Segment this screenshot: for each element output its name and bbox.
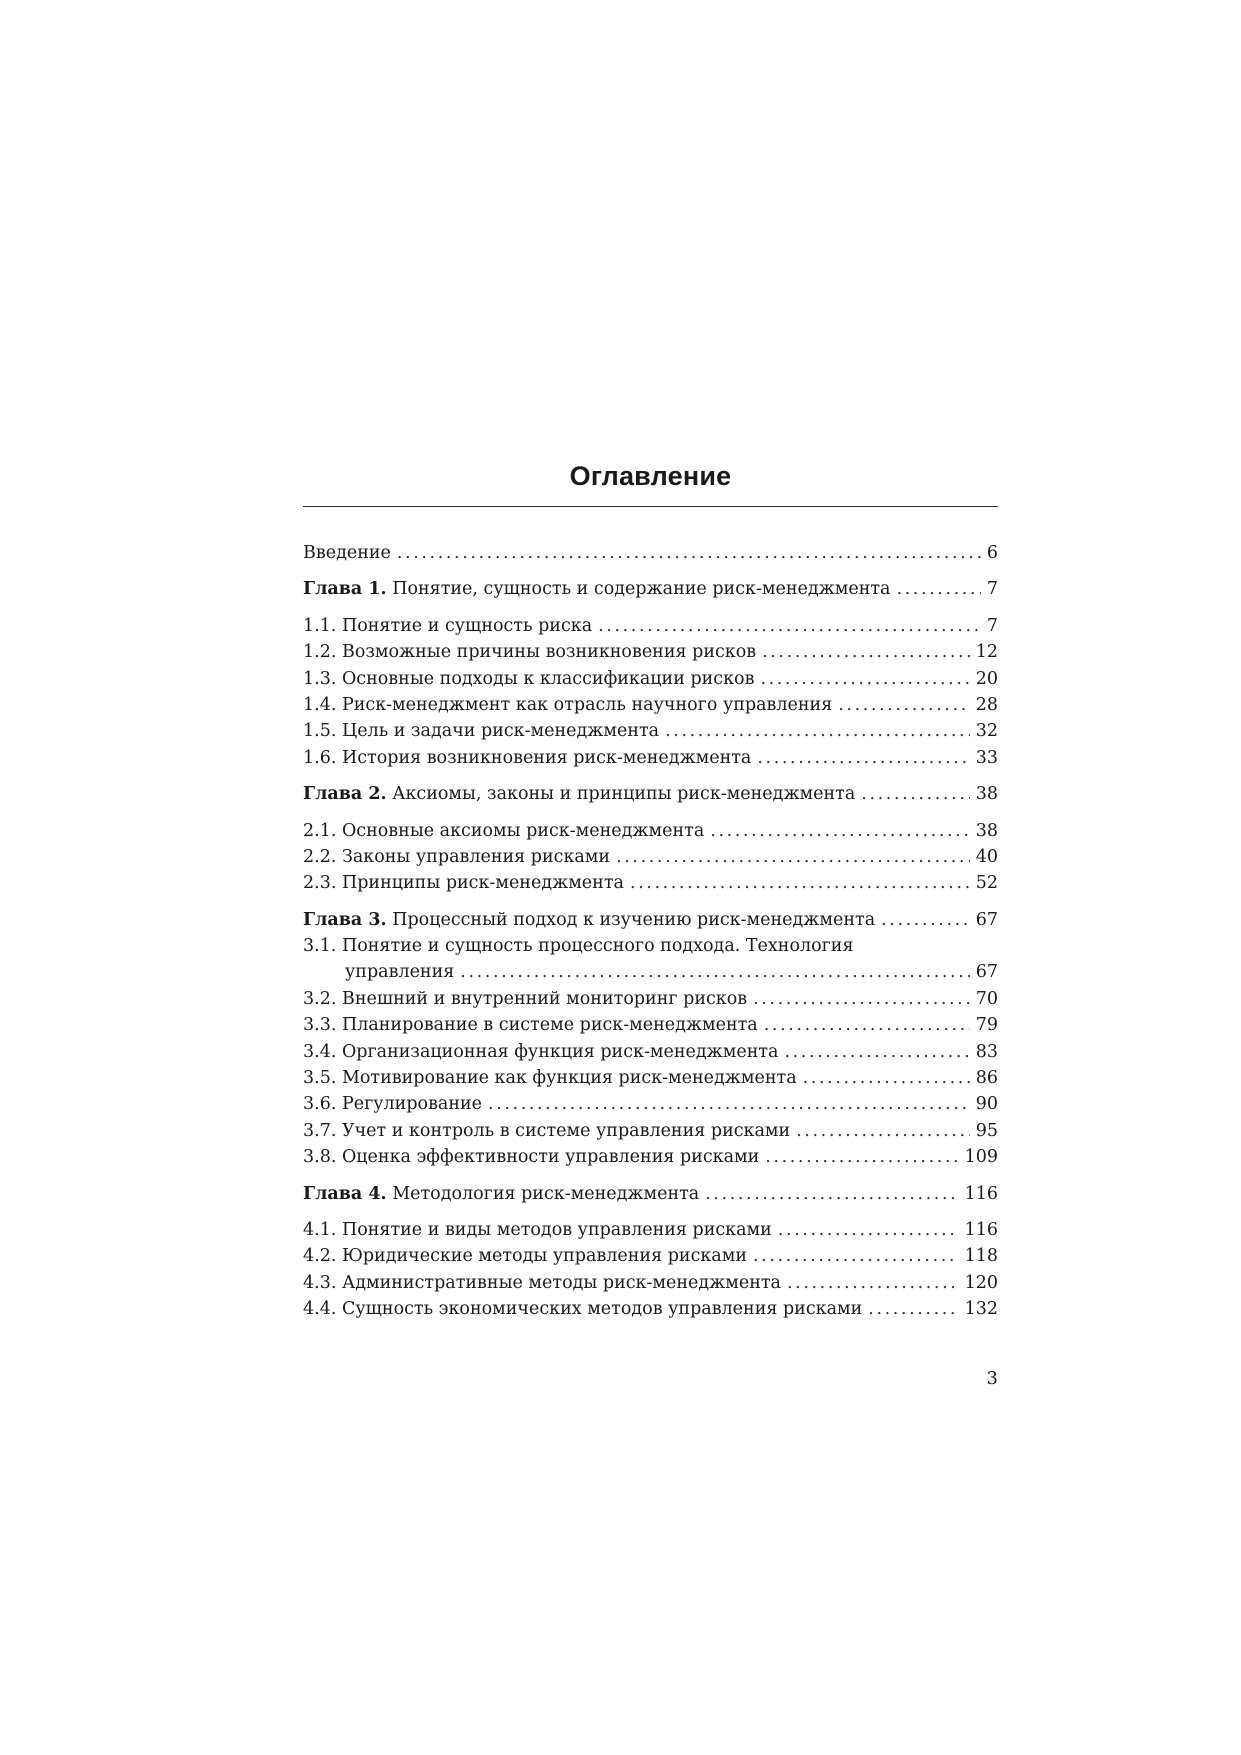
toc-page-number: 38 xyxy=(975,820,998,841)
title-rule xyxy=(303,506,998,507)
toc-page-number: 38 xyxy=(975,784,998,805)
toc-entry xyxy=(303,1039,998,1065)
toc-entry-text: 2.2. Законы управления рисками xyxy=(303,846,611,867)
toc-entry-text xyxy=(303,1181,699,1207)
toc-page-number: 33 xyxy=(975,747,998,768)
toc-page-number: 109 xyxy=(964,1147,998,1168)
toc-entry xyxy=(303,1144,998,1170)
chapter-prefix: Глава 2. xyxy=(303,784,387,805)
dot-leader xyxy=(630,870,970,896)
dot-leader xyxy=(861,781,969,807)
toc-entry xyxy=(303,613,998,639)
toc-entry xyxy=(303,718,998,744)
dot-leader xyxy=(710,818,969,844)
toc-entry-text: 1.3. Основные подходы к классификации рисков xyxy=(303,668,755,689)
toc-entry xyxy=(303,959,998,985)
dot-leader xyxy=(665,718,970,744)
dot-leader xyxy=(753,986,970,1012)
toc-entry-text: 1.1. Понятие и сущность риска xyxy=(303,615,593,636)
toc-entry xyxy=(303,986,998,1012)
dot-leader xyxy=(838,692,969,718)
toc-entry-text: 3.3. Планирование в системе риск-менеджмента xyxy=(303,1015,758,1036)
toc-page-number: 70 xyxy=(975,988,998,1009)
toc-entry-text: 3.2. Внешний и внутренний мониторинг рисков xyxy=(303,988,748,1009)
toc-page-number: 118 xyxy=(964,1246,998,1267)
page-number: 3 xyxy=(986,1368,998,1389)
toc-entry-text: 3.8. Оценка эффективности управления рисками xyxy=(303,1147,760,1168)
dot-leader xyxy=(488,1091,970,1117)
toc-entry-text: 4.2. Юридические методы управления рисками xyxy=(303,1246,748,1267)
toc-page-number: 7 xyxy=(986,615,998,636)
toc-page-number: 67 xyxy=(975,962,998,983)
toc-entry xyxy=(303,1270,998,1296)
toc-page-number: 20 xyxy=(975,668,998,689)
chapter-prefix: Глава 1. xyxy=(303,579,387,600)
dot-leader xyxy=(760,666,969,692)
toc-entry-text: 3.5. Мотивирование как функция риск-менеджмента xyxy=(303,1068,797,1089)
toc-page-number: 67 xyxy=(975,909,998,930)
toc-chapter xyxy=(303,907,998,933)
toc-entry-text: 1.6. История возникновения риск-менеджмента xyxy=(303,747,752,768)
dot-leader xyxy=(705,1181,958,1207)
table-of-contents xyxy=(303,540,998,1323)
toc-entry-text: 4.3. Административные методы риск-менеджмента xyxy=(303,1272,781,1293)
dot-leader xyxy=(397,540,981,566)
toc-entry-text: Введение xyxy=(303,543,391,563)
chapter-title: Процессный подход к изучению риск-менеджмента xyxy=(392,909,876,930)
toc-page-number: 7 xyxy=(986,579,998,600)
toc-page-number: 83 xyxy=(975,1041,998,1062)
toc-page-number: 32 xyxy=(975,721,998,742)
dot-leader xyxy=(881,907,970,933)
dot-leader xyxy=(762,639,970,665)
toc-entry xyxy=(303,745,998,771)
toc-page-number: 95 xyxy=(975,1120,998,1141)
chapter-prefix: Глава 3. xyxy=(303,909,387,930)
toc-entry xyxy=(303,639,998,665)
toc-chapter xyxy=(303,576,998,602)
dot-leader xyxy=(796,1118,970,1144)
toc-page-number: 52 xyxy=(975,873,998,894)
toc-chapter xyxy=(303,1181,998,1207)
toc-entry-text: 3.4. Организационная функция риск-менеджмента xyxy=(303,1041,779,1062)
toc-entry xyxy=(303,1091,998,1117)
toc-page-number: 79 xyxy=(975,1015,998,1036)
page-title: Оглавление xyxy=(569,461,732,491)
dot-leader xyxy=(765,1144,958,1170)
toc-page-number: 86 xyxy=(975,1068,998,1089)
toc-entry-text xyxy=(303,907,875,933)
dot-leader xyxy=(787,1270,959,1296)
toc-entry-text: 1.4. Риск-менеджмент как отрасль научного управления xyxy=(303,694,833,715)
toc-page-number: 90 xyxy=(975,1094,998,1115)
toc-entry xyxy=(303,1217,998,1243)
toc-entry-text: 4.4. Сущность экономических методов управления рисками xyxy=(303,1299,863,1320)
chapter-title: Понятие, сущность и содержание риск-менеджмента xyxy=(392,579,891,600)
dot-leader xyxy=(868,1296,958,1322)
dot-leader xyxy=(896,576,980,602)
chapter-title: Методология риск-менеджмента xyxy=(392,1183,700,1204)
toc-chapter xyxy=(303,781,998,807)
toc-page-number: 6 xyxy=(986,543,998,563)
toc-page-number: 12 xyxy=(975,642,998,663)
toc-page-number: 28 xyxy=(975,694,998,715)
dot-leader xyxy=(757,745,969,771)
toc-entry-text: 2.3. Принципы риск-менеджмента xyxy=(303,873,624,894)
dot-leader xyxy=(460,959,969,985)
toc-entry xyxy=(303,666,998,692)
toc-entry-text: 3.6. Регулирование xyxy=(303,1094,483,1115)
toc-entry xyxy=(303,870,998,896)
dot-leader xyxy=(753,1243,959,1269)
dot-leader xyxy=(616,844,970,870)
toc-page-number: 132 xyxy=(964,1299,998,1320)
dot-leader xyxy=(803,1065,970,1091)
toc-entry xyxy=(303,1012,998,1038)
dot-leader xyxy=(598,613,981,639)
toc-entry xyxy=(303,1118,998,1144)
dot-leader xyxy=(778,1217,959,1243)
toc-entry-text: 4.1. Понятие и виды методов управления рисками xyxy=(303,1219,772,1240)
toc-page-number: 120 xyxy=(964,1272,998,1293)
toc-entry-text: 3.7. Учет и контроль в системе управления рисками xyxy=(303,1120,791,1141)
toc-entry xyxy=(303,1065,998,1091)
toc-page-number: 40 xyxy=(975,846,998,867)
toc-entry-text: 1.5. Цель и задачи риск-менеджмента xyxy=(303,721,660,742)
toc-entry xyxy=(303,692,998,718)
toc-entry-text xyxy=(303,781,855,807)
toc-entry-text xyxy=(303,576,890,602)
toc-page-number: 116 xyxy=(964,1183,998,1204)
toc-entry xyxy=(303,1243,998,1269)
toc-entry-text: 1.2. Возможные причины возникновения рисков xyxy=(303,642,757,663)
dot-leader xyxy=(764,1012,970,1038)
toc-entry-line: 3.1. Понятие и сущность процессного подхода. Технология xyxy=(303,936,854,957)
toc-page-number: 116 xyxy=(964,1219,998,1240)
toc-entry xyxy=(303,818,998,844)
dot-leader xyxy=(784,1039,969,1065)
toc-entry-label: управления xyxy=(345,962,455,983)
chapter-prefix: Глава 4. xyxy=(303,1183,387,1204)
toc-entry xyxy=(303,540,998,566)
toc-entry-text: 2.1. Основные аксиомы риск-менеджмента xyxy=(303,820,705,841)
toc-entry xyxy=(303,1296,998,1322)
toc-entry xyxy=(303,844,998,870)
chapter-title: Аксиомы, законы и принципы риск-менеджмента xyxy=(392,784,856,805)
